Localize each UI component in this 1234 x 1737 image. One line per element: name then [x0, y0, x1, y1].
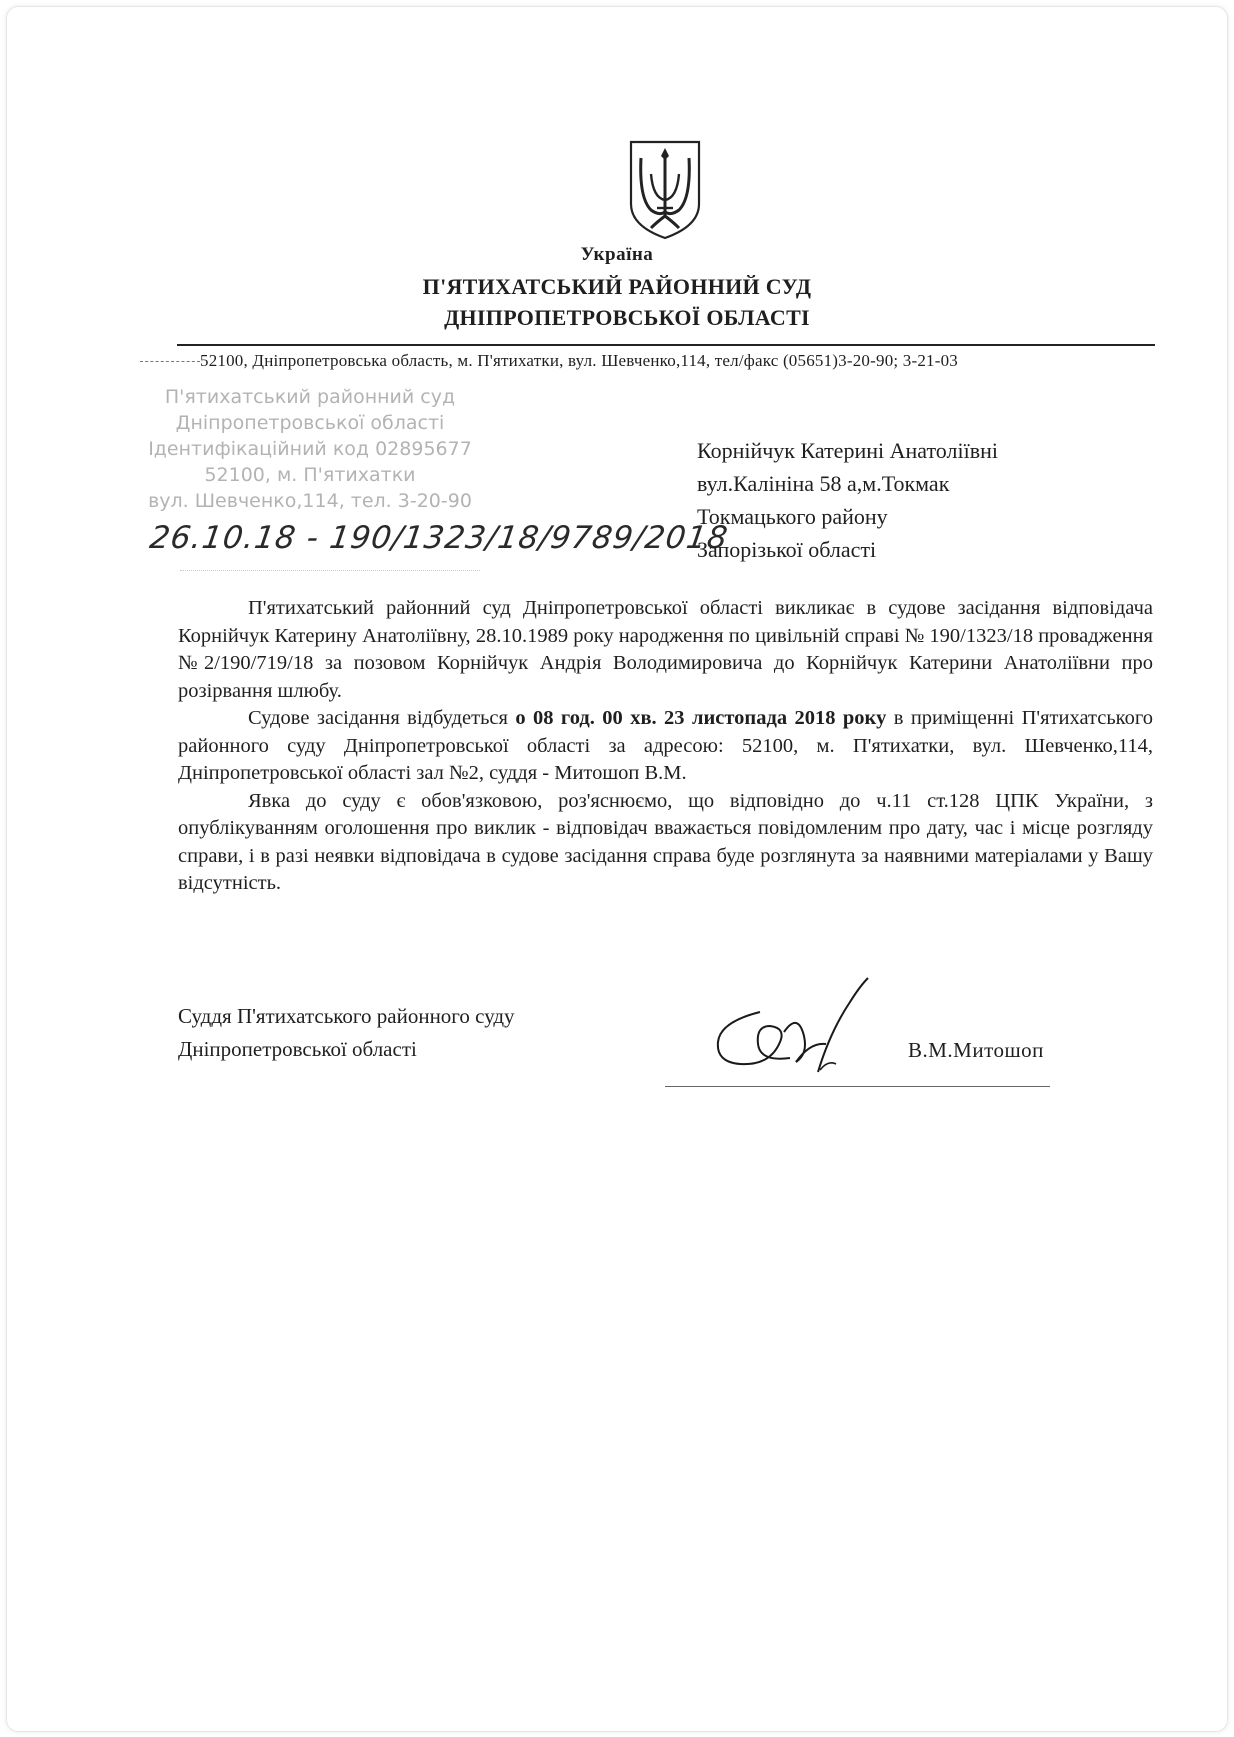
- hearing-intro: Судове засідання відбудеться: [248, 707, 516, 729]
- stamp-line: 52100, м. П'ятихатки: [204, 464, 416, 486]
- stamp-line: вул. Шевченко,114, тел. 3-20-90: [148, 490, 472, 512]
- recipient-line: Запорізької області: [697, 537, 877, 562]
- recipient-line: Корнійчук Катерині Анатоліївні: [697, 438, 998, 463]
- handwritten-signature: [700, 972, 900, 1082]
- signature-rule: [665, 1086, 1050, 1087]
- judge-title-block: [178, 1000, 515, 1066]
- stamp-dotted-line: [180, 570, 480, 571]
- summons-body: [178, 595, 1153, 898]
- court-address-line: 52100, Дніпропетровська область, м. П'ятихатки, вул. Шевченко,114, тел/факс (05651)3-20-90; 3-21-03: [200, 351, 958, 370]
- recipient-line: вул.Калініна 58 а,м.Токмак: [697, 471, 950, 496]
- header-rule: [177, 344, 1155, 346]
- summons-paragraph-1: П'ятихатський районний суд Дніпропетровської області викликає в судове засідання відповідача Корнійчук Катерину Анатоліївну, 28.10.1989 року народження по цивільній справі № 190/1323/18 провадження №2/190/719/18 за позовом Корнійчук Андрія Володимировича до Корнійчук Катерини Анатоліївни про розірвання шлюбу.: [178, 597, 1153, 702]
- summons-paragraph-3: Явка до суду є обов'язковою, роз'яснюємо, що відповідно до ч.11 ст.128 ЦПК України, з опублікуванням оголошення про виклик - відповідач вважається повідомленим про дату, час і місце розгляду справи, і в разі неявки відповідача в судове засідання справа буде розглянута за наявними матеріалами у Вашу відсутність.: [178, 789, 1153, 894]
- judge-title-line-1: Суддя П'ятихатського районного суду: [178, 1004, 515, 1028]
- stamp-line: Ідентифікаційний код 02895677: [148, 438, 472, 460]
- recipient-address-block: [697, 434, 998, 566]
- recipient-line: Токмацького району: [697, 504, 888, 529]
- stamp-line: П'ятихатський районний суд: [164, 386, 456, 408]
- address-dash: [140, 361, 200, 362]
- country-heading: Україна: [580, 244, 654, 265]
- summons-paragraph-2: [178, 705, 1153, 788]
- court-name-heading: П'ЯТИХАТСЬКИЙ РАЙОННИЙ СУД: [422, 274, 812, 299]
- stamp-line: Дніпропетровської області: [175, 412, 445, 434]
- court-region-heading: ДНІПРОПЕТРОВСЬКОЇ ОБЛАСТІ: [444, 305, 810, 330]
- handwritten-registration-number: 26.10.18 - 190/1323/18/9789/2018: [147, 520, 731, 556]
- trident-emblem-icon: [627, 138, 703, 240]
- hearing-datetime: о 08 год. 00 хв. 23 листопада 2018 року: [515, 707, 887, 729]
- judge-name: В.М.Митошоп: [908, 1038, 1044, 1062]
- hearing-location: в приміщенні П'ятихатського районного суду Дніпропетровської області за адресою: 52100, м. П'ятихатки, вул. Шевченко,114, Дніпропетровської області зал №2, суддя - Митошоп В.М.: [178, 707, 1153, 784]
- judge-title-line-2: Дніпропетровської області: [178, 1037, 417, 1061]
- registration-stamp: [140, 384, 480, 514]
